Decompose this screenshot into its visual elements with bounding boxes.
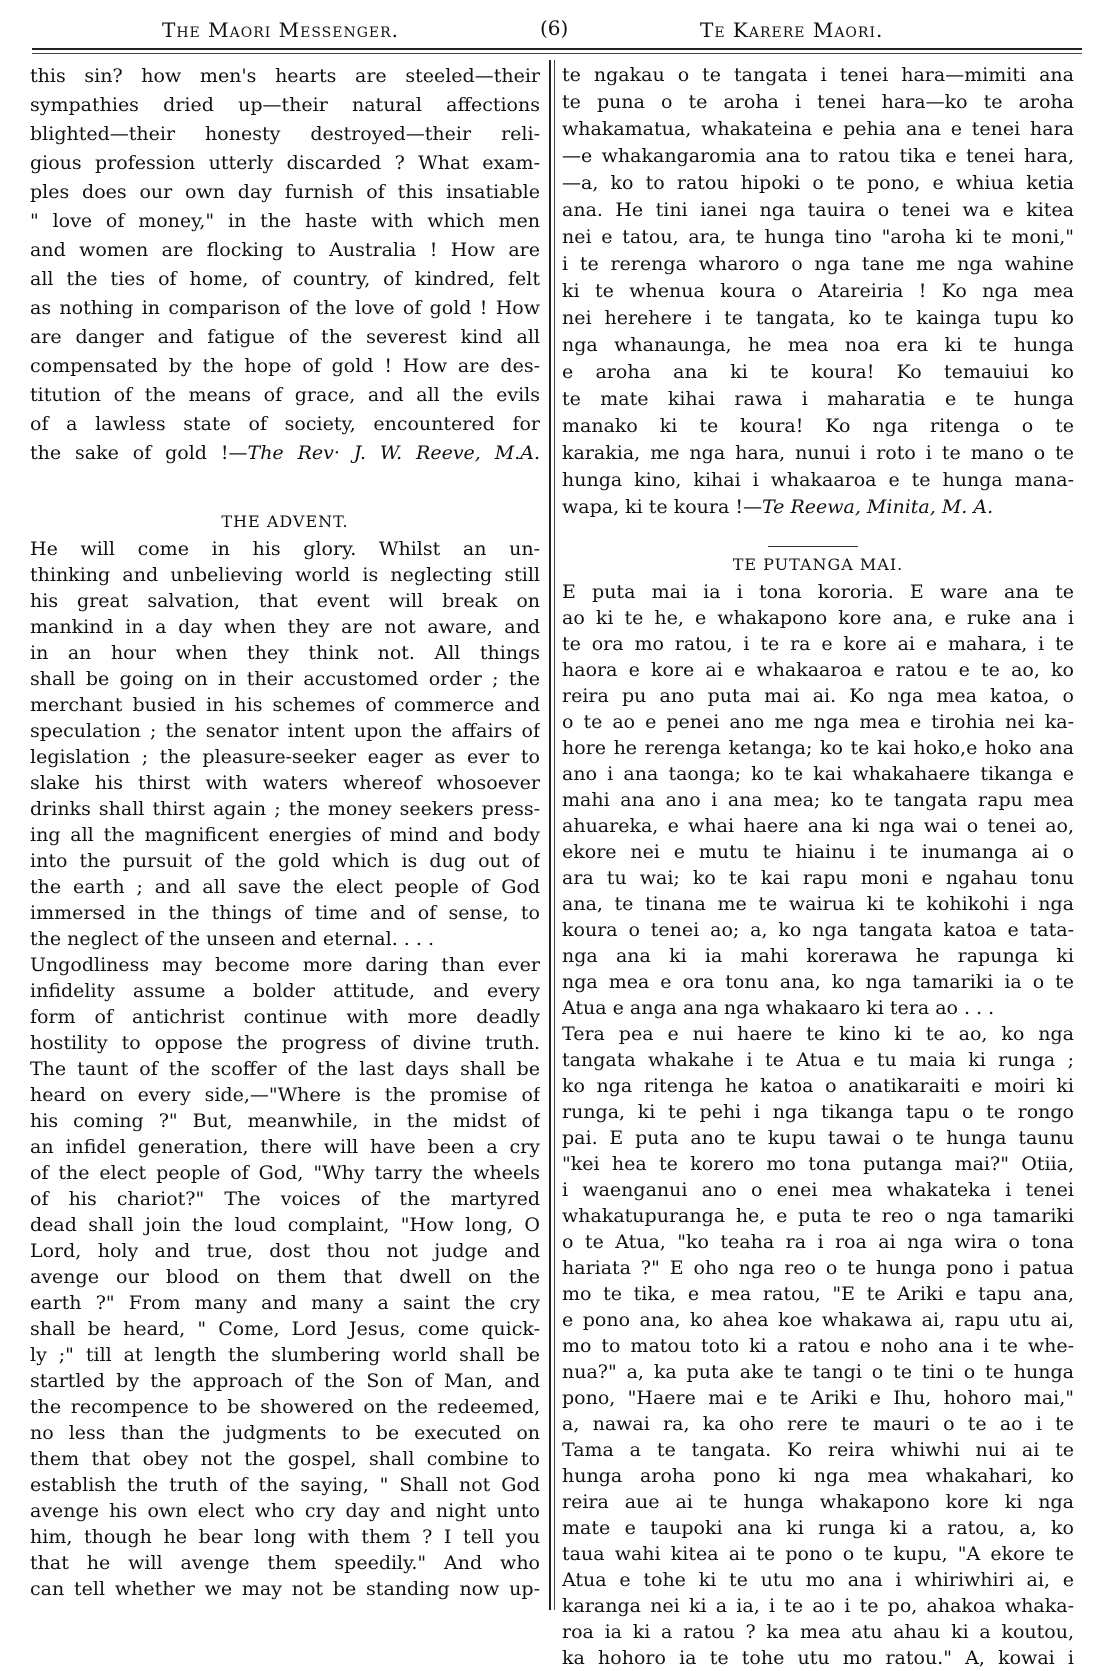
text-line: ki te whenua koura o Atareiria ! Ko nga mea <box>562 280 1074 302</box>
text-line: whakamatua, whakateina e pehia ana e tenei hara <box>562 118 1074 140</box>
english-section-1 <box>30 62 540 468</box>
text-line: Tama a te tangata. Ko reira whiwhi nui ai te <box>562 1439 1074 1461</box>
text-line: reira pu ano puta mai ai. Ko nga mea katoa, o <box>562 685 1074 707</box>
text-line: establish the truth of the saying, " Shall not God <box>30 1474 540 1496</box>
maori-section-3 <box>562 1021 1074 1671</box>
text-line: He will come in his glory. Whilst an un- <box>30 538 540 560</box>
text-line: into the pursuit of the gold which is dug out of <box>30 850 540 872</box>
text-line: hunga aroha pono ki nga mea whakahari, ko <box>562 1465 1074 1487</box>
maori-column <box>562 62 1074 1671</box>
text-line: e aroha ana ki te koura! Ko temauiui ko <box>562 361 1074 383</box>
text-line: legislation ; the pleasure-seeker eager as ever to <box>30 746 540 768</box>
column-divider <box>549 60 551 1610</box>
text-line: hore he rerenga ketanga; ko te kai hoko,e hoko ana <box>562 737 1074 759</box>
text-line: ao ki te he, e whakapono kore ana, e ruke ana i <box>562 607 1074 629</box>
text-line: tangata whakahe i te Atua e tu maia ki runga ; <box>562 1049 1074 1071</box>
text-line: a, nawai ra, ka oho rere te mauri o te ao i te <box>562 1413 1074 1435</box>
english-section-heading: THE ADVENT. <box>221 512 349 531</box>
text-line: speculation ; the senator intent upon the affairs of <box>30 720 540 742</box>
text-line: i waenganui ano o enei mea whakateka i tenei <box>562 1179 1074 1201</box>
text-line: Atua e anga ana nga whakaaro ki tera ao . . . <box>562 997 995 1019</box>
text-line: ko nga ritenga he katoa o anatikaraiti e moiri ki <box>562 1075 1074 1097</box>
text-line: te ora mo ratou, i te ra e kore ai e mahara, i te <box>562 633 1074 655</box>
text-line: runga, ki te pehi i nga tikanga tapu o te rongo <box>562 1101 1074 1123</box>
english-column <box>30 62 540 1602</box>
text-line: merchant busied in his schemes of commerce and <box>30 694 540 716</box>
text-line: of his chariot?" The voices of the martyred <box>30 1188 540 1210</box>
text-line: all the ties of home, of country, of kindred, felt <box>30 268 540 290</box>
text-line: startled by the approach of the Son of Man, and <box>30 1370 540 1392</box>
text-line: haora e kore ai e whakaaroa e ratou e te ao, ko <box>562 659 1074 681</box>
text-line: mankind in a day when they are not aware, and <box>30 616 540 638</box>
text-line: compensated by the hope of gold ! How are des- <box>30 355 540 377</box>
text-line: ekore nei e mutu te hiainu i te inumanga ai o <box>562 841 1074 863</box>
text-line: o te Atua, "ko teaha ra i roa ai nga wira o tona <box>562 1231 1074 1253</box>
text-line: earth ?" From many and many a saint the cry <box>30 1292 540 1314</box>
text-line: pai. E puta ano te kupu tawai o te hunga taunu <box>562 1127 1074 1149</box>
text-line: can tell whether we may not be standing now up- <box>30 1578 540 1600</box>
text-line: te mate kihai rawa i maharatia e te hunga <box>562 388 1074 410</box>
text-line: in an hour when they think not. All things <box>30 642 540 664</box>
header-rule-thick <box>32 48 1082 50</box>
header-english-title: The Maori Messenger. <box>162 18 400 42</box>
text-line: whakatupuranga he, e puta te reo o nga tamariki <box>562 1205 1074 1227</box>
text-line: nga mea e ora tonu ana, ko nga tamariki ia o te <box>562 971 1074 993</box>
text-line: blighted—their honesty destroyed—their reli- <box>30 123 540 145</box>
text-line: form of antichrist continue with more deadly <box>30 1006 540 1028</box>
text-line: te ngakau o te tangata i tenei hara—mimiti ana <box>562 64 1074 86</box>
text-line: o te ao e penei ano me nga mea e tirohia nei ka- <box>562 711 1074 733</box>
maori-section-1 <box>562 62 1074 521</box>
text-line: as nothing in comparison of the love of gold ! How <box>30 297 540 319</box>
english-section-3 <box>30 952 540 1602</box>
text-line: mo te tika, e mea ratou, "E te Ariki e tapu ana, <box>562 1283 1074 1305</box>
text-line: that he will avenge them speedily." And who <box>30 1552 540 1574</box>
text-line: nua?" a, ka puta ake te tangi o te tini o te hunga <box>562 1361 1074 1383</box>
text-line: heard on every side,—"Where is the promise of <box>30 1084 540 1106</box>
text-line: manako ki te koura! Ko nga ritenga o te <box>562 415 1074 437</box>
page-header <box>0 0 1114 50</box>
text-line: roa ia ki a ratou ? ka mea atu ahau ki a koutou, <box>562 1621 1074 1643</box>
page-number: (6) <box>540 16 569 40</box>
text-line-attribution <box>30 439 540 468</box>
text-line: and women are flocking to Australia ! How are <box>30 239 540 261</box>
text-line: e pono ana, ko ahea koe whakawa ai, rapu utu ai, <box>562 1309 1074 1331</box>
text-line: nga ana ki ia mahi korerawa he rapunga ki <box>562 945 1074 967</box>
text-line: drinks shall thirst again ; the money seekers press- <box>30 798 540 820</box>
text-line: of a lawless state of society, encountered for <box>30 413 540 435</box>
text-line: pono, "Haere mai e te Ariki e Ihu, hohoro mai," <box>562 1387 1074 1409</box>
column-divider-inner <box>554 60 555 1610</box>
maori-section-heading: TE PUTANGA MAI. <box>732 555 904 574</box>
text-line: Lord, holy and true, dost thou not judge and <box>30 1240 540 1262</box>
text-line: i te rerenga wharoro o nga tane me nga wahine <box>562 253 1074 275</box>
text-line: shall be heard, " Come, Lord Jesus, come quick- <box>30 1318 540 1340</box>
text-line: the recompence to be showered on the redeemed, <box>30 1396 540 1418</box>
text-line: hostility to oppose the progress of divine truth. <box>30 1032 540 1054</box>
text-line: them that obey not the gospel, shall combine to <box>30 1448 540 1470</box>
text-line: mate e taupoki ana ki runga ki a ratou, a, ko <box>562 1517 1074 1539</box>
text-line: nei herehere i te tangata, ko te kainga tupu ko <box>562 307 1074 329</box>
text-line: The taunt of the scoffer of the last days shall be <box>30 1058 540 1080</box>
text-line: avenge his own elect who cry day and night unto <box>30 1500 540 1522</box>
text-line: "kei hea te korero mo tona putanga mai?" Otiia, <box>562 1153 1074 1175</box>
text-line: thinking and unbelieving world is neglecting still <box>30 564 540 586</box>
text-line: ano i ana taonga; ko te kai whakahaere tikanga e <box>562 763 1074 785</box>
text-line: hunga kino, kihai i whakaaroa e te hunga mana- <box>562 469 1074 491</box>
text-line: the earth ; and all save the elect people of God <box>30 876 540 898</box>
maori-section-2 <box>562 579 1074 1021</box>
attribution-prefix: the sake of gold !— <box>30 442 248 464</box>
text-line: an infidel generation, there will have been a cry <box>30 1136 540 1158</box>
header-rule-thin <box>32 53 1082 54</box>
text-line: nei e tatou, ara, te hunga tino "aroha ki te moni," <box>562 226 1074 248</box>
text-line: his great salvation, that event will break on <box>30 590 540 612</box>
text-line: ana, te tinana me te wairua ki te kohikohi i nga <box>562 893 1074 915</box>
text-line: Atua e tohe ki te utu mo ana i whiriwhiri ai, e <box>562 1569 1074 1591</box>
attribution-prefix: wapa, ki te koura !— <box>562 496 762 518</box>
text-line: ka hohoro ia te tohe utu mo ratou." A, kowai i <box>562 1647 1074 1669</box>
text-line: karanga nei ki a ia, i te ao i te po, ahakoa whaka- <box>562 1595 1074 1617</box>
text-line: ahuareka, e whai haere ana ki nga wai o tenei ao, <box>562 815 1074 837</box>
section-gap <box>30 468 540 508</box>
text-line: reira aue ai te hunga whakapono kore ki nga <box>562 1491 1074 1513</box>
text-line: this sin? how men's hearts are steeled—their <box>30 65 540 87</box>
text-line: nga whanaunga, he mea noa era ki te hunga <box>562 334 1074 356</box>
text-line: Ungodliness may become more daring than ever <box>30 954 540 976</box>
text-line: te puna o te aroha i tenei hara—ko te aroha <box>562 91 1074 113</box>
text-line: dead shall join the loud complaint, "How long, O <box>30 1214 540 1236</box>
text-line: taua wahi kitea ai te pono o te kupu, "A ekore te <box>562 1543 1074 1565</box>
text-line: no less than the judgments to be executed on <box>30 1422 540 1444</box>
text-line: ing all the magnificent energies of mind and body <box>30 824 540 846</box>
text-line: ly ;" till at length the slumbering world shall be <box>30 1344 540 1366</box>
text-line: E puta mai ia i tona kororia. E ware ana te <box>562 581 1074 603</box>
text-line: mahi ana ano i ana mea; ko te tangata rapu mea <box>562 789 1074 811</box>
text-line: sympathies dried up—their natural affections <box>30 94 540 116</box>
text-line: avenge our blood on them that dwell on the <box>30 1266 540 1288</box>
text-line: koura o tenei ao; a, ko nga tangata katoa e tata- <box>562 919 1074 941</box>
text-line: —a, ko to ratou hipoki o te pono, e whiua ketia <box>562 172 1074 194</box>
header-maori-title: Te Karere Maori. <box>700 18 884 42</box>
section-rule <box>768 546 858 547</box>
text-line: ana. He tini ianei nga tauira o tenei wa e kitea <box>562 199 1074 221</box>
text-line: Tera pea e nui haere te kino ki te ao, ko nga <box>562 1023 1074 1045</box>
text-line: the neglect of the unseen and eternal. . . . <box>30 928 434 950</box>
text-line: his coming ?" But, meanwhile, in the midst of <box>30 1110 540 1132</box>
text-line: slake his thirst with waters whereof whosoever <box>30 772 540 794</box>
attribution-signature: The Rev· J. W. Reeve, M.A. <box>247 442 540 464</box>
text-line: ara tu wai; ko te kai rapu moni e ngahau tonu <box>562 867 1074 889</box>
text-line: of the elect people of God, "Why tarry the wheels <box>30 1162 540 1184</box>
text-line: hariata ?" E oho nga reo o te hunga pono i patua <box>562 1257 1074 1279</box>
text-line: " love of money," in the haste with which men <box>30 210 540 232</box>
text-line: are danger and fatigue of the severest kind all <box>30 326 540 348</box>
attribution-signature: Te Reewa, Minita, M. A. <box>761 496 994 518</box>
text-line: shall be going on in their accustomed order ; the <box>30 668 540 690</box>
text-line: gious profession utterly discarded ? What exam- <box>30 152 540 174</box>
text-line: mo to matou toto ki a ratou e noho ana i te whe- <box>562 1335 1074 1357</box>
text-line: —e whakangaromia ana to ratou tika e tenei hara, <box>562 145 1074 167</box>
text-line: titution of the means of grace, and all the evils <box>30 384 540 406</box>
text-line: immersed in the things of time and of sense, to <box>30 902 540 924</box>
text-line: karakia, me nga hara, nunui i roto i te mano o te <box>562 442 1074 464</box>
text-line: him, though he bear long with them ? I tell you <box>30 1526 540 1548</box>
text-line-attribution <box>562 494 1074 521</box>
english-section-2 <box>30 536 540 952</box>
text-line: infidelity assume a bolder attitude, and every <box>30 980 540 1002</box>
text-line: ples does our own day furnish of this insatiable <box>30 181 540 203</box>
